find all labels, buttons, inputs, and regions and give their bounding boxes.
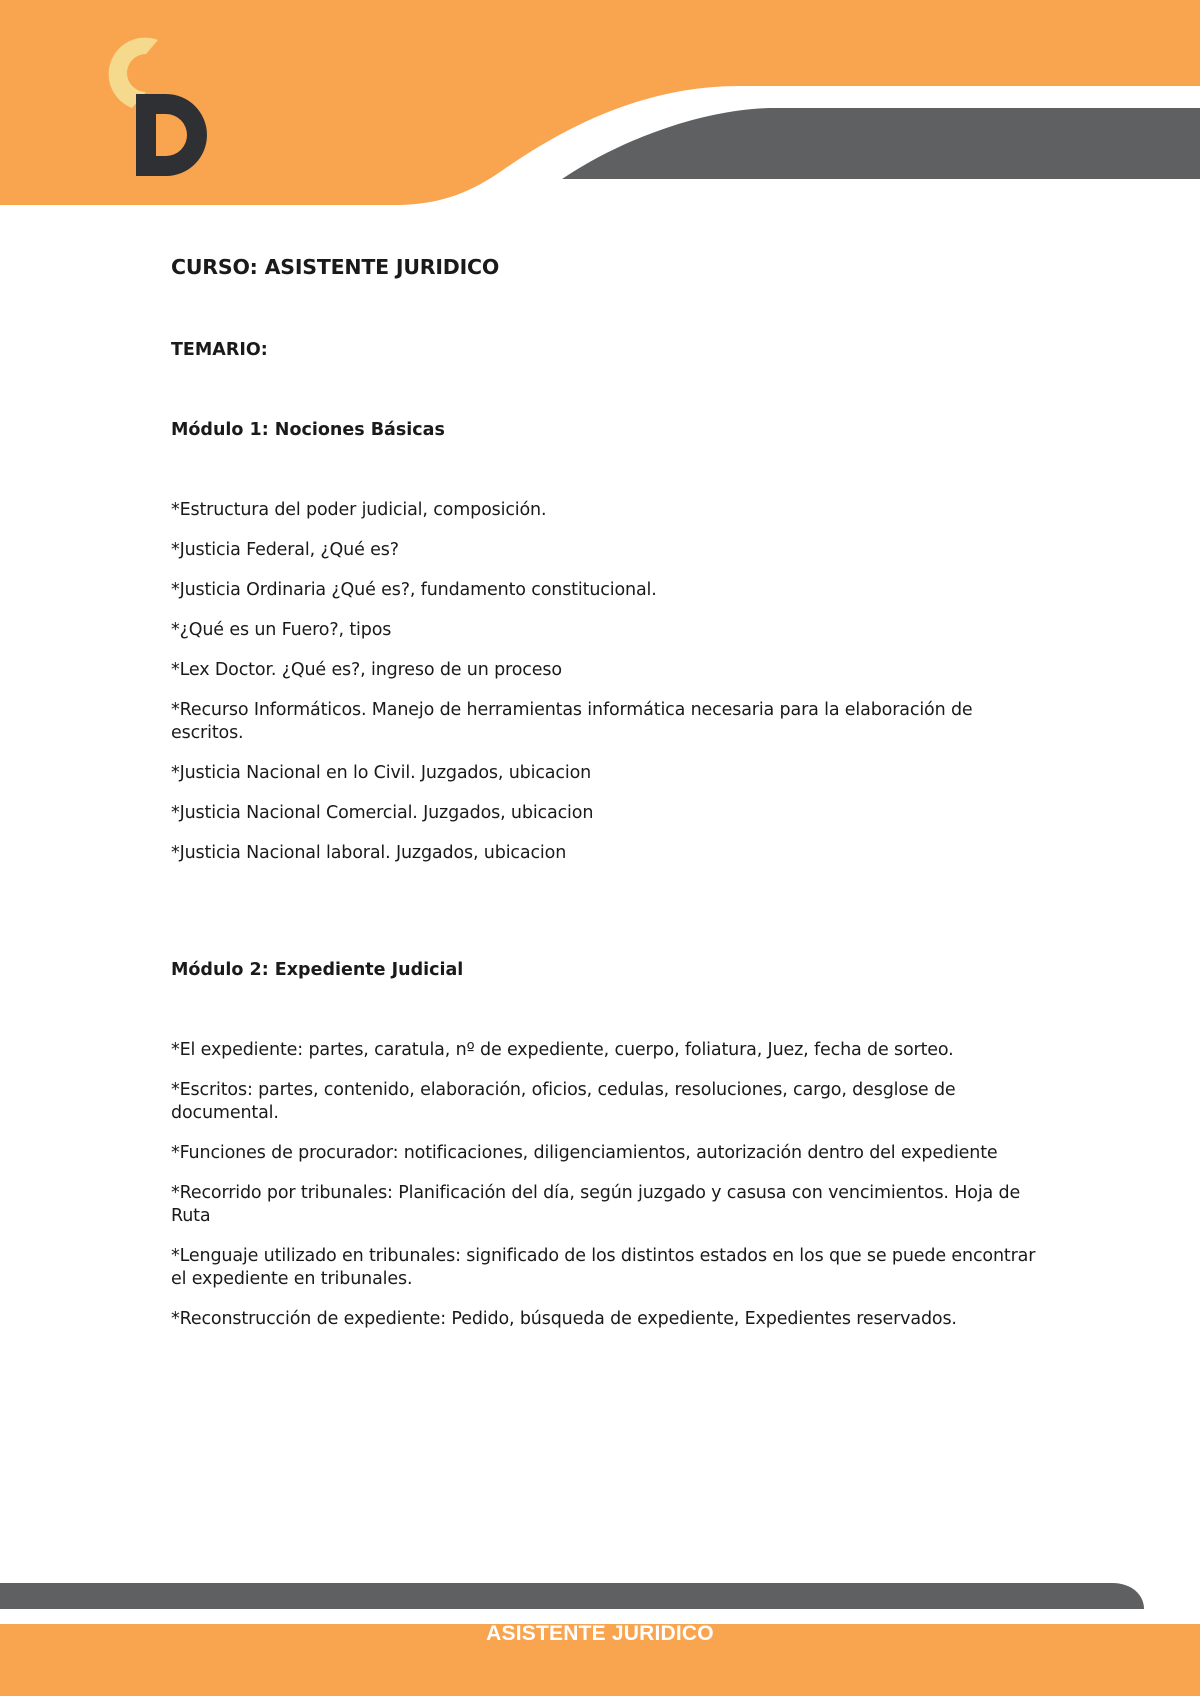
header-gray-band [562,108,1200,179]
list-item: *Lenguaje utilizado en tribunales: significado de los distintos estados en los que se puede encontrar el expediente en tribunales. [171,1246,1036,1289]
list-item: *Funciones de procurador: notificaciones, diligenciamientos, autorización dentro del expediente [171,1143,998,1163]
list-item: *Estructura del poder judicial, composición. [171,500,547,520]
footer-gray-band [0,1583,1144,1609]
list-item: *El expediente: partes, caratula, nº de expediente, cuerpo, foliatura, Juez, fecha de sorteo. [171,1040,954,1060]
list-item: *Recurso Informáticos. Manejo de herramientas informática necesaria para la elaboración de escritos. [171,700,973,743]
list-item: *Justicia Nacional Comercial. Juzgados, ubicacion [171,803,594,823]
course-title: CURSO: ASISTENTE JURIDICO [171,255,500,279]
syllabus-label: TEMARIO: [171,340,268,360]
module-1-list [171,499,1041,882]
module-1-title: Módulo 1: Nociones Básicas [171,420,445,440]
list-item: *Justicia Nacional laboral. Juzgados, ubicacion [171,843,567,863]
list-item: *Escritos: partes, contenido, elaboración, oficios, cedulas, resoluciones, cargo, desglose de documental. [171,1080,956,1123]
list-item: *Lex Doctor. ¿Qué es?, ingreso de un proceso [171,660,562,680]
module-2-list [171,1039,1041,1348]
module-2-title: Módulo 2: Expediente Judicial [171,960,464,980]
document-body [171,254,1041,1329]
list-item: *Justicia Federal, ¿Qué es? [171,540,399,560]
header-banner [0,0,1200,215]
list-item: *¿Qué es un Fuero?, tipos [171,620,392,640]
list-item: *Justicia Ordinaria ¿Qué es?, fundamento constitucional. [171,580,657,600]
list-item: *Justicia Nacional en lo Civil. Juzgados, ubicacion [171,763,592,783]
list-item: *Reconstrucción de expediente: Pedido, búsqueda de expediente, Expedientes reservados. [171,1309,957,1329]
list-item: *Recorrido por tribunales: Planificación del día, según juzgado y casusa con vencimientos. Hoja de Ruta [171,1183,1021,1226]
footer-label: ASISTENTE JURÍDICO [486,1622,714,1645]
